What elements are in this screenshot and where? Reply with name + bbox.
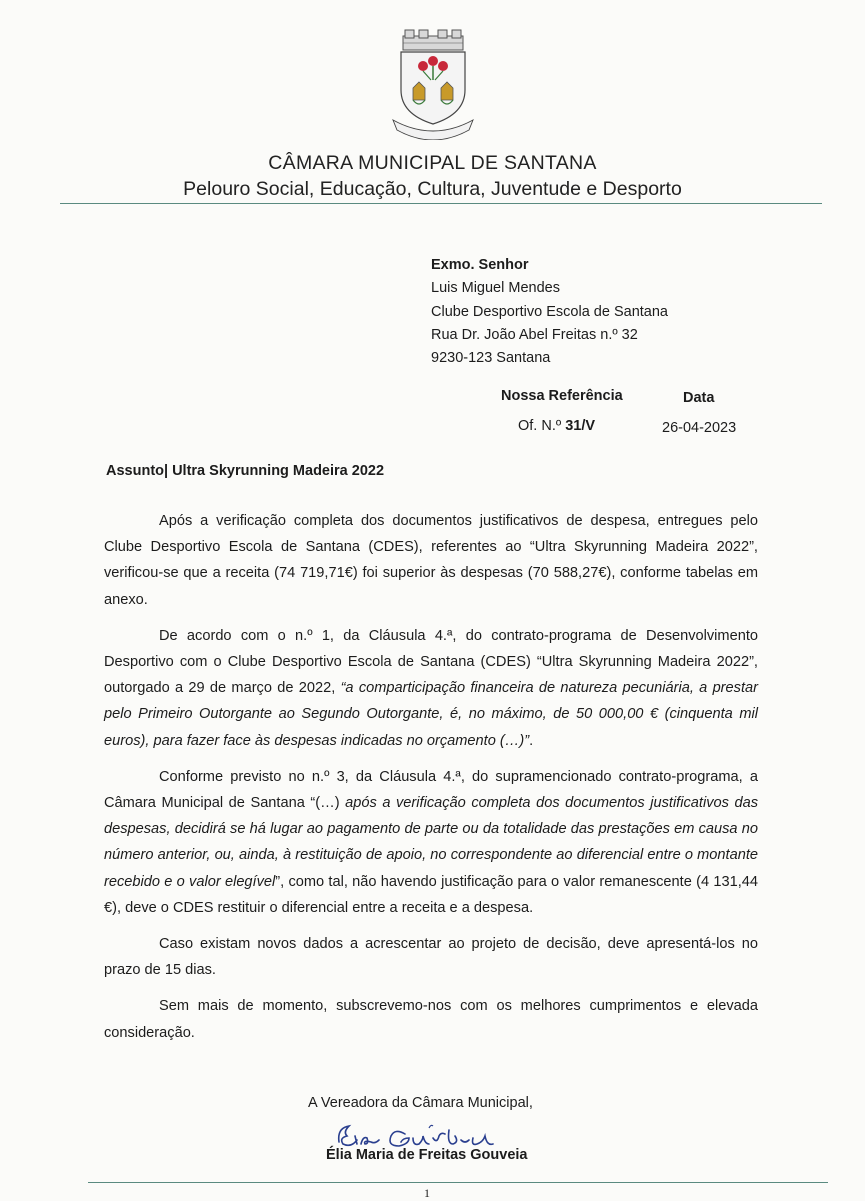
signer-name: Élia Maria de Freitas Gouveia [326, 1147, 528, 1163]
recipient-street: Rua Dr. João Abel Freitas n.º 32 [431, 326, 638, 343]
reference-number [518, 418, 595, 434]
reference-label: Nossa Referência [501, 388, 623, 404]
reference-prefix: Of. N.º [518, 418, 566, 434]
paragraph-3 [104, 764, 758, 921]
closing-title: A Vereadora da Câmara Municipal, [308, 1095, 533, 1111]
paragraph-2 [104, 623, 758, 754]
paragraph-3-start: Conforme previsto no n.º 3, da Cláusula 4.ª, do supramencionado contrato-programa, a Câmara Municipal de Santana “(…) [104, 768, 758, 812]
paragraph-2-end: . [529, 732, 534, 749]
footer-divider [88, 1182, 828, 1183]
letter-date: 26-04-2023 [662, 420, 737, 436]
paragraph-4: Caso existam novos dados a acrescentar ao projeto de decisão, deve apresentá-los no prazo de 15 dias. [104, 936, 758, 979]
municipal-crest [383, 28, 483, 140]
organization-name: CÂMARA MUNICIPAL DE SANTANA [268, 152, 597, 174]
page-number: 1 [424, 1186, 430, 1200]
recipient-salutation: Exmo. Senhor [431, 257, 529, 273]
reference-code: 31/V [565, 418, 596, 434]
recipient-name: Luis Miguel Mendes [431, 280, 560, 297]
paragraph-5: Sem mais de momento, subscrevemo-nos com os melhores cumprimentos e elevada consideração. [104, 998, 758, 1041]
paragraph-3-quote: após a verificação completa dos documentos justificativos das despesas, decidirá se há lugar ao pagamento de parte ou da totalidade das prestações em causa no número anterior, ou, ainda, à restituição de apoio, no correspondente ao diferencial entre o montante recebido e o valor elegível [104, 795, 758, 890]
recipient-club: Clube Desportivo Escola de Santana [431, 303, 668, 320]
department-name: Pelouro Social, Educação, Cultura, Juventude e Desporto [183, 178, 682, 200]
paragraph-2-quote: “a comparticipação financeira de natureza pecuniária, a prestar pelo Primeiro Outorgante ao Segundo Outorgante, é, no máximo, de 50 000,00 € (cinquenta mil euros), para fazer face às despesas indicadas no orçamento (…)” [104, 680, 758, 749]
paragraph-2-start: De acordo com o n.º 1, da Cláusula 4.ª, do contrato-programa de Desenvolvimento Desportivo com o Clube Desportivo Escola de Santana (CDES) “Ultra Skyrunning Madeira 2022”, outorgado a 29 de março de 2022, [104, 627, 758, 697]
recipient-postal-code: 9230-123 Santana [431, 350, 551, 367]
recipient-address [431, 254, 668, 370]
letter-body [104, 508, 758, 1056]
paragraph-3-end: ”, como tal, não havendo justificação para o valor remanescente (4 131,44 €), deve o CDES restituir o diferencial entre a receita e a despesa. [104, 873, 758, 916]
header-divider [60, 203, 822, 204]
subject-line: Assunto| Ultra Skyrunning Madeira 2022 [106, 463, 385, 479]
paragraph-1: Após a verificação completa dos documentos justificativos de despesa, entregues pelo Clube Desportivo Escola de Santana (CDES), referentes ao “Ultra Skyrunning Madeira 2022”, verificou-se que a receita (74 719,71€) foi superior às despesas (70 588,27€), conforme tabelas em anexo. [104, 513, 758, 608]
crest-emblem [383, 28, 483, 140]
date-label: Data [683, 390, 715, 406]
